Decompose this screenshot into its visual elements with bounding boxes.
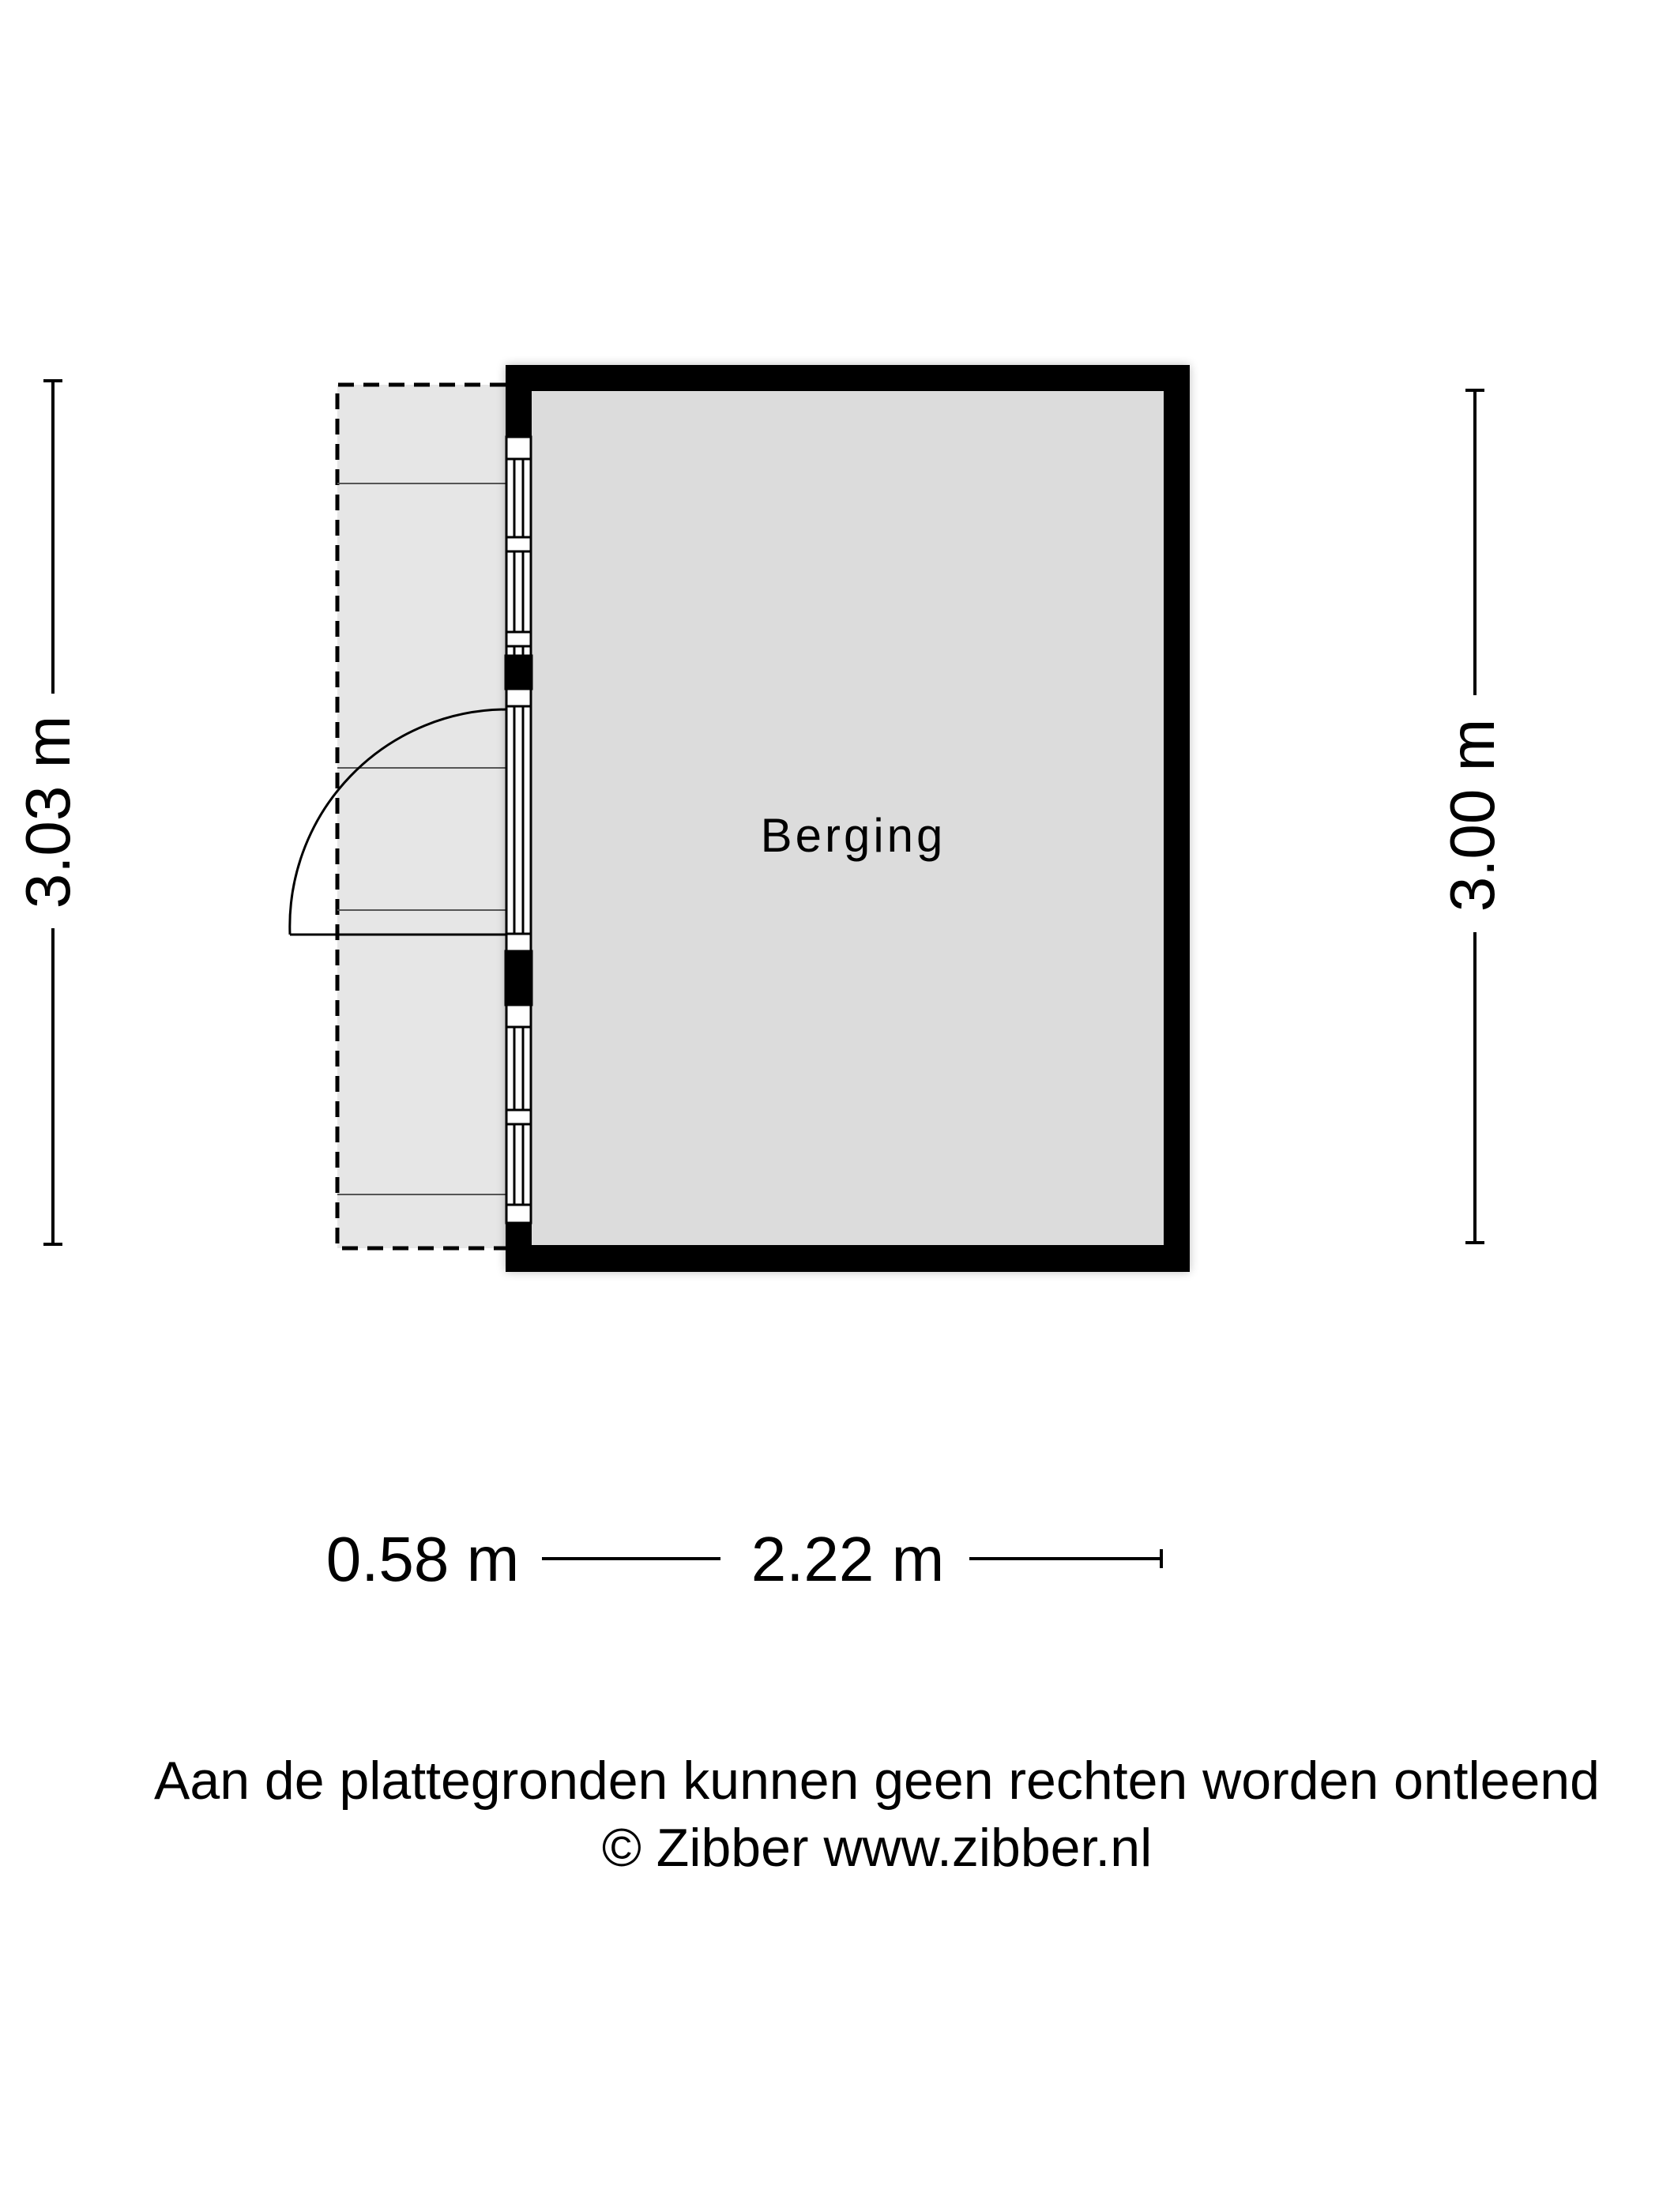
right-height-label: 3.00 m — [1437, 718, 1508, 912]
bottom-main-width-label: 2.22 m — [750, 1524, 945, 1594]
window-frame — [506, 437, 532, 1223]
copyright-text: © Zibber www.zibber.nl — [601, 1818, 1153, 1878]
room-label: Berging — [760, 809, 946, 862]
terrace-area — [337, 385, 506, 1248]
bottom-left-width-label: 0.58 m — [325, 1524, 520, 1594]
left-height-label: 3.03 m — [13, 715, 84, 909]
disclaimer-text: Aan de plattegronden kunnen geen rechten worden ontleend — [154, 1751, 1600, 1811]
